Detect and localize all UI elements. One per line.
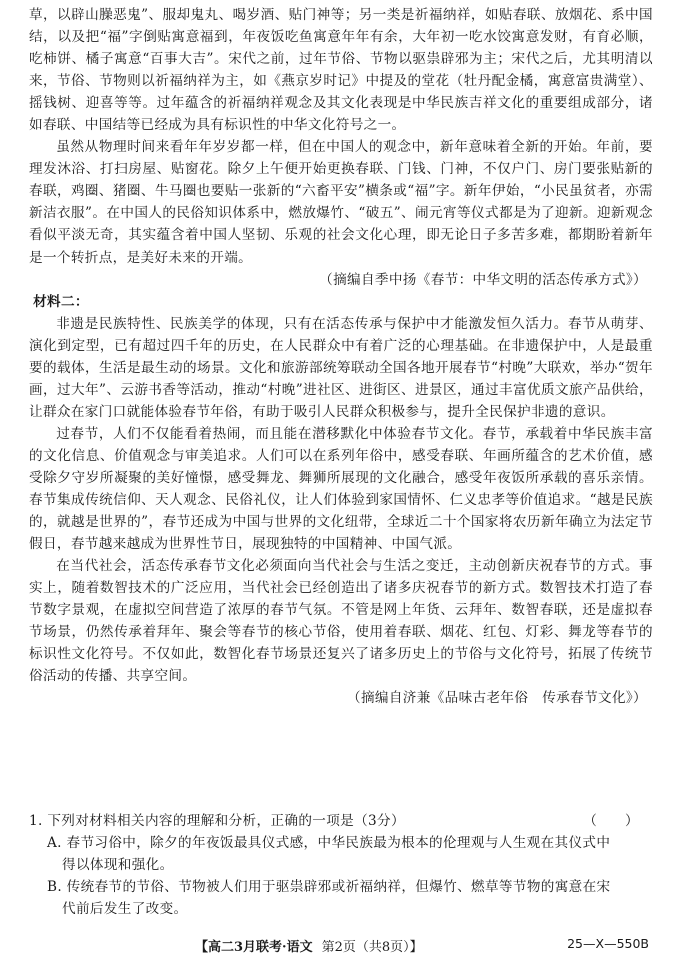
source-citation: （摘编自季中扬《春节：中华文明的活态传承方式》） (319, 271, 647, 288)
paragraph-continued: 草，以辟山臊恶鬼”、服却鬼丸、喝岁酒、贴门神等；另一类是祈福纳祥，如贴春联、放烟花、系中国结，以及把“福”字倒贴寓意福到，年夜饭吃鱼寓意年年有余，大年初一吃水饺寓意发财，有育必顺，吃柿饼、橘子寓意“百事大吉”。宋代之前，过年节俗、节物以驱祟辟邪为主；宋代之后，尤其明清以来，节俗、节物则以祈福纳祥为主，如《燕京岁时记》中提及的堂花（牡丹配金橘，寓意富贵满堂）、摇钱树、迎喜等等。过年蕴含的祈福纳祥观念及其文化表现是中华民族吉祥文化的重要组成部分，诸如春联、中国结等已经成为具有标识性的中华文化符号之一。 (29, 7, 653, 134)
answer-blank: （ ） (583, 813, 639, 829)
material-heading: 材料二： (33, 293, 89, 310)
option-b-continued: 代前后发生了改变。 (62, 901, 188, 918)
option-a-continued: 得以体现和强化。 (62, 857, 174, 874)
exam-code: 25—X—550B (567, 936, 649, 951)
source-citation: （摘编自济兼《品味古老年俗 传承春节文化》） (347, 690, 647, 707)
paragraph: 非遗是民族特性、民族美学的体现，只有在活态传承与保护中才能激发恒久活力。春节从萌芽、演化到定型，已有超过四千年的历史，在人民群众中有着广泛的心理基础。在非遗保护中，人是最重要的载体，生活是最生动的场景。文化和旅游部统筹联动全国各地开展春节“村晚”大联欢，举办“贺年画，过大年”、云游书香等活动，推动“村晚”进社区、进街区、进景区，通过丰富优质文旅产品供给，让群众在家门口就能体验春节年俗，有助于吸引人民群众积极参与，提升全民保护非遗的意识。 (29, 315, 653, 420)
reading-passage (29, 4, 653, 710)
paragraph: 虽然从物理时间来看年年岁岁都一样，但在中国人的观念中，新年意味着全新的开始。年前，要理发沐浴、打扫房屋、贴窗花。除夕上午便开始更换春联、门钱、门神，不仅户门、房门要张贴新的春联，鸡圈、猪圈、牛马圈也要贴一张新的“六畜平安”横条或“福”字。新年伊始，“小民虽贫者，亦需新洁衣服”。在中国人的民俗知识体系中，燃放爆竹、“破五”、闹元宵等仪式都是为了迎新。迎新观念看似平淡无奇，其实蕴含着中国人坚韧、乐观的社会文化心理，即无论日子多苦多难，都期盼着新年是一个转折点，是美好未来的开端。 (29, 139, 653, 266)
question-stem: 1. 下列对材料相关内容的理解和分析，正确的一项是（3分） (29, 813, 405, 829)
footer-title (195, 936, 423, 955)
question-stem-row (29, 810, 653, 832)
question-1 (29, 810, 653, 920)
paragraph: 过春节，人们不仅能看着热闹，而且能在潜移默化中体验春节文化。春节，承载着中华民族丰富的文化信息、价值观念与审美追求。人们可以在系列年俗中，感受春联、年画所蕴含的艺术价值，感受除夕守岁所凝聚的美好憧憬，感受舞龙、舞狮所展现的文化融合，感受年夜饭所承载的喜乐亲情。春节集成传统信仰、天人观念、民俗礼仪，让人们体验到家国情怀、仁义忠孝等价值追求。“越是民族的，就越是世界的”，春节还成为中国与世界的文化纽带，全球近二十个国家将农历新年确立为法定节假日，春节越来越成为世界性节日，展现独特的中国精神、中国气派。 (29, 425, 653, 553)
option-a: A. 春节习俗中，除夕的年夜饭最具仪式感，中华民族最为根本的伦理观与人生观在其仪式中 (47, 835, 611, 852)
paragraph: 在当代社会，活态传承春节文化必须面向当代社会与生活之变迁，主动创新庆祝春节的方式。事实上，随着数智技术的广泛应用，当代社会已经创造出了诸多庆祝春节的新方式。数智技术打造了春节数字景观，在虚拟空间营造了浓厚的春节气氛。不管是网上年货、云拜年、数智春联，还是虚拟春节场景，仍然传承着拜年、聚会等春节的核心节俗，使用着春联、烟花、红包、灯彩、舞龙等春节的标识性文化符号。不仅如此，数智化春节场景还复兴了诸多历史上的节俗与文化符号，拓展了传统节俗活动的传播、共享空间。 (29, 558, 653, 685)
exam-title: 【高二3月联考·语文 (195, 940, 313, 955)
option-b: B. 传统春节的节俗、节物被人们用于驱祟辟邪或祈福纳祥，但爆竹、燃草等节物的寓意在宋 (47, 879, 611, 896)
page-number: 第2页（共8页）】 (321, 940, 423, 955)
page-footer (0, 933, 677, 957)
